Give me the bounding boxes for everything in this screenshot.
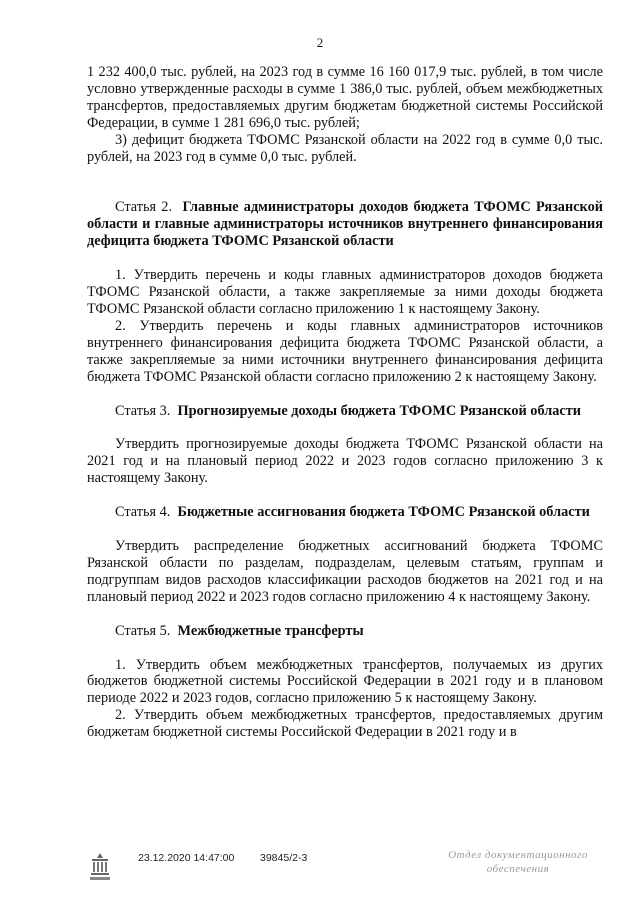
page-number: 2 [316, 35, 324, 50]
article-2-label: Статья 2. [115, 199, 173, 216]
article-3-label: Статья 3. [115, 402, 171, 419]
article-2-title: Главные администраторы доходов бюджета ТФОМС Рязанской области и главные администраторы источников внутреннего финансирования дефицита бюджета ТФОМС Рязанской области [87, 199, 603, 250]
article-5-heading [87, 623, 603, 640]
paragraph-deficit: 3) дефицит бюджета ТФОМС Рязанской области на 2022 год в сумме 0,0 тыс. рублей, на 2023 год в сумме 0,0 тыс. рублей. [87, 131, 603, 165]
article-5-title: Межбюджетные трансферты [177, 622, 364, 639]
article-2-item-2: 2. Утвердить перечень и коды главных администраторов источников внутреннего финансирования дефицита бюджета ТФОМС Рязанской области, а также закрепляемые за ними источники внутреннего финансирования дефицита бюджета ТФОМС Рязанской области согласно приложению 2 к настоящему Закону. [87, 317, 603, 385]
emblem-icon [88, 852, 112, 882]
article-2-heading [87, 199, 603, 250]
footer-datetime: 23.12.2020 14:47:00 [138, 852, 235, 864]
article-4-text: Утвердить распределение бюджетных ассигнований бюджета ТФОМС Рязанской области по разделам, подразделам, целевым статьям, группам и подгруппам видов расходов классификации расходов бюджетов на 2021 год и на плановый период 2022 и 2023 годов согласно приложению 4 к настоящему Закону. [87, 538, 603, 605]
article-5-item-2: 2. Утвердить объем межбюджетных трансфертов, предоставляемых другим бюджетам бюджетной системы Российской Федерации в 2021 году и в [87, 707, 603, 741]
page-footer [0, 838, 640, 898]
article-2-item-1: 1. Утвердить перечень и коды главных администраторов доходов бюджета ТФОМС Рязанской области, а также закрепляемые за ними доходы бюджета ТФОМС Рязанской области согласно приложению 1 к настоящему Закону. [87, 267, 603, 317]
article-3-title: Прогнозируемые доходы бюджета ТФОМС Рязанской области [177, 402, 582, 419]
stamp-line-1: Отдел документационного [448, 849, 588, 861]
department-stamp [438, 848, 598, 876]
article-4-title: Бюджетные ассигнования бюджета ТФОМС Рязанской области [177, 504, 590, 521]
footer-doc-code: 39845/2-3 [260, 852, 308, 864]
article-3-text: Утвердить прогнозируемые доходы бюджета ТФОМС Рязанской области на 2021 год и на плановый период 2022 и 2023 годов согласно приложению 3 к настоящему Закону. [87, 436, 603, 487]
article-4-label: Статья 4. [115, 504, 171, 521]
article-4-heading [87, 504, 603, 521]
article-3-heading [87, 403, 603, 420]
article-5-item-1: 1. Утвердить объем межбюджетных трансфертов, получаемых из других бюджетов бюджетной системы Российской Федерации в 2021 году и в плановом периоде 2022 и 2023 годов, согласно приложению 5 к настоящему Закону. [87, 656, 603, 707]
stamp-line-2: обеспечения [486, 863, 550, 875]
document-body [87, 64, 603, 741]
paragraph-budget-expenses: 1 232 400,0 тыс. рублей, на 2023 год в сумме 16 160 017,9 тыс. рублей, в том числе условно утвержденные расходы в сумме 1 386,0 тыс. рублей, объем межбюджетных трансфертов, предоставляемых другим бюджетам бюджетной системы Российской Федерации, в сумме 1 281 696,0 тыс. рублей; [87, 64, 603, 131]
article-5-label: Статья 5. [115, 622, 171, 639]
